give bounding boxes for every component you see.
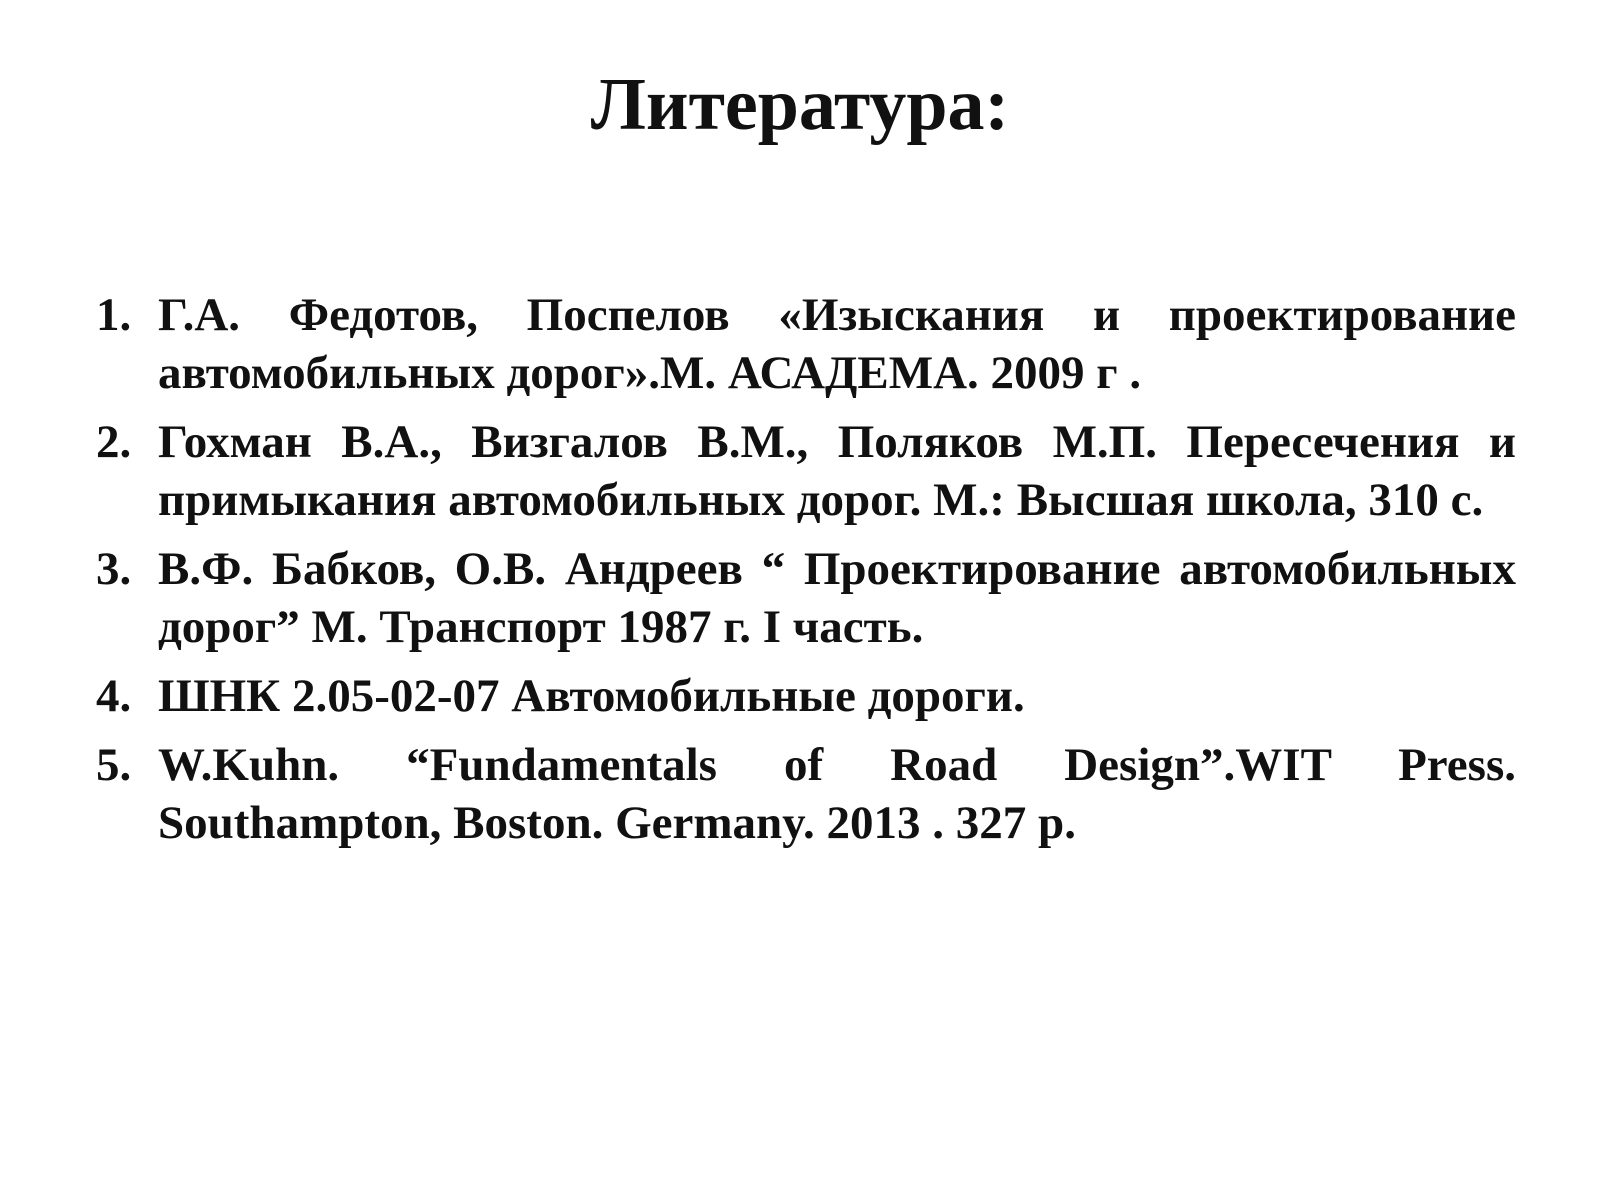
reference-text: W.Kuhn. “Fundamentals of Road Design”.WIT Press. Southampton, Boston. Germany. 2013 . 327 p.: [158, 739, 1516, 849]
reference-number: 2.: [96, 416, 132, 468]
reference-item-5: [96, 736, 1516, 852]
reference-item-3: [96, 540, 1516, 656]
reference-number: 1.: [96, 289, 132, 341]
reference-number: 3.: [96, 543, 132, 595]
reference-item-1: [96, 286, 1516, 402]
slide-title: Литература:: [590, 64, 1010, 146]
reference-number: 4.: [96, 670, 132, 722]
reference-item-4: [96, 667, 1516, 725]
reference-list: [96, 286, 1516, 863]
reference-text: В.Ф. Бабков, О.В. Андреев “ Проектирование автомобильных дорог” М. Транспорт 1987 г. I часть.: [158, 543, 1516, 653]
reference-text: Гохман В.А., Визгалов В.М., Поляков М.П. Пересечения и примыкания автомобильных дорог. М.: Высшая школа, 310 с.: [158, 416, 1516, 526]
reference-item-2: [96, 413, 1516, 529]
reference-number: 5.: [96, 739, 132, 791]
reference-text: Г.А. Федотов, Поспелов «Изыскания и проектирование автомобильных дорог».М. АСАДЕМА. 2009 г .: [158, 289, 1516, 399]
reference-text: ШНК 2.05-02-07 Автомобильные дороги.: [158, 670, 1025, 722]
